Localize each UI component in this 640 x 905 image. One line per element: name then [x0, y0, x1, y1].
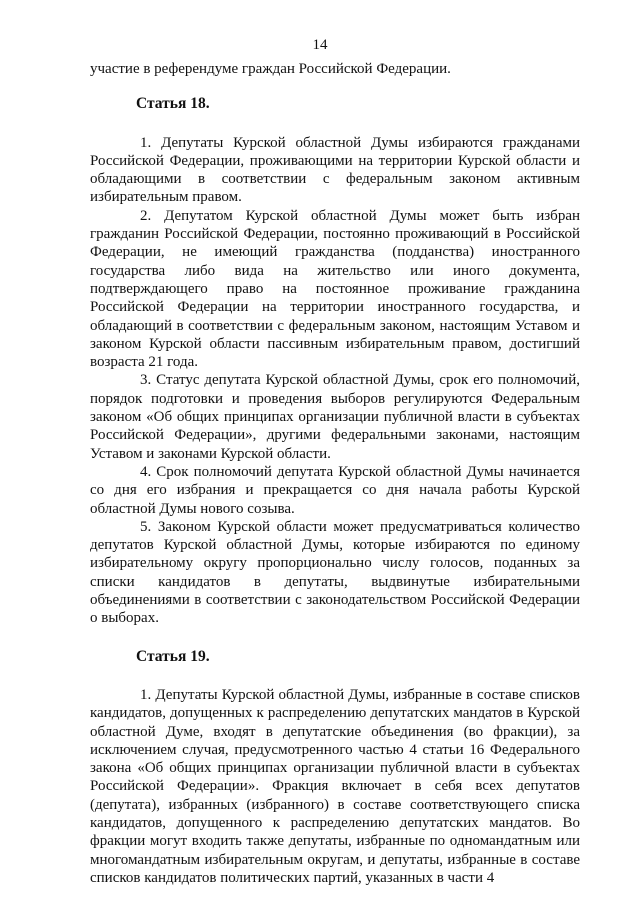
- page-number: 14: [312, 37, 328, 53]
- intro-line: участие в референдуме граждан Российской Федерации.: [90, 61, 451, 77]
- spacer: [90, 628, 580, 648]
- document-body: [90, 60, 580, 887]
- article-18-paragraph-5: 5. Законом Курской области может предусматриваться количество депутатов Курской областной Думы, которые избираются по единому избирательному округу пропорционально числу голосов, поданных за списки кандидатов в депутаты, выдвинутые избирательными объединениями в соответствии с законодательством Российской Федерации о выборах.: [90, 518, 580, 627]
- article-18-paragraph-1: 1. Депутаты Курской областной Думы избираются гражданами Российской Федерации, проживающими на территории Курской области и обладающими в соответствии с федеральным законом активным избирательным правом.: [90, 134, 580, 206]
- spacer: [90, 78, 580, 95]
- article-18-paragraph-4: 4. Срок полномочий депутата Курской областной Думы начинается со дня его избрания и прекращается со дня начала работы Курской областной Думы нового созыва.: [90, 463, 580, 517]
- spacer: [90, 666, 580, 686]
- article-18-title: Статья 18.: [136, 95, 210, 113]
- spacer: [90, 114, 580, 134]
- article-18-paragraph-2: 2. Депутатом Курской областной Думы может быть избран гражданин Российской Федерации, постоянно проживающий в Российской Федерации, не имеющий гражданства (подданства) иностранного государства либо вида на жительство или иного документа, подтверждающего право на постоянное проживание гражданина Российской Федерации на территории иностранного государства, и обладающий в соответствии с федеральным законом, настоящим Уставом и законом Курской области пассивным избирательным правом, достигший возраста 21 года.: [90, 207, 580, 371]
- article-19-title: Статья 19.: [136, 647, 210, 665]
- article-18-paragraph-3: 3. Статус депутата Курской областной Думы, срок его полномочий, порядок подготовки и проведения выборов регулируются Федеральным законом «Об общих принципах организации публичной власти в субъектах Российской Федерации», другими федеральными законами, настоящим Уставом и законами Курской области.: [90, 372, 580, 462]
- article-19-paragraph-1: 1. Депутаты Курской областной Думы, избранные в составе списков кандидатов, допущенных к распределению депутатских мандатов в Курской областной Думе, входят в депутатские объединения (во фракции), за исключением случая, предусмотренного частью 4 статьи 16 Федерального закона «Об общих принципах организации публичной власти в субъектах Российской Федерации». Фракция включает в себя всех депутатов (депутата), избранных (избранного) в составе соответствующего списка кандидатов, допущенного к распределению депутатских мандатов. Во фракции могут входить также депутаты, избранные по одномандатным или многомандатным избирательным округам, и депутаты, избранные в составе списков кандидатов политических партий, указанных в части 4: [90, 686, 580, 886]
